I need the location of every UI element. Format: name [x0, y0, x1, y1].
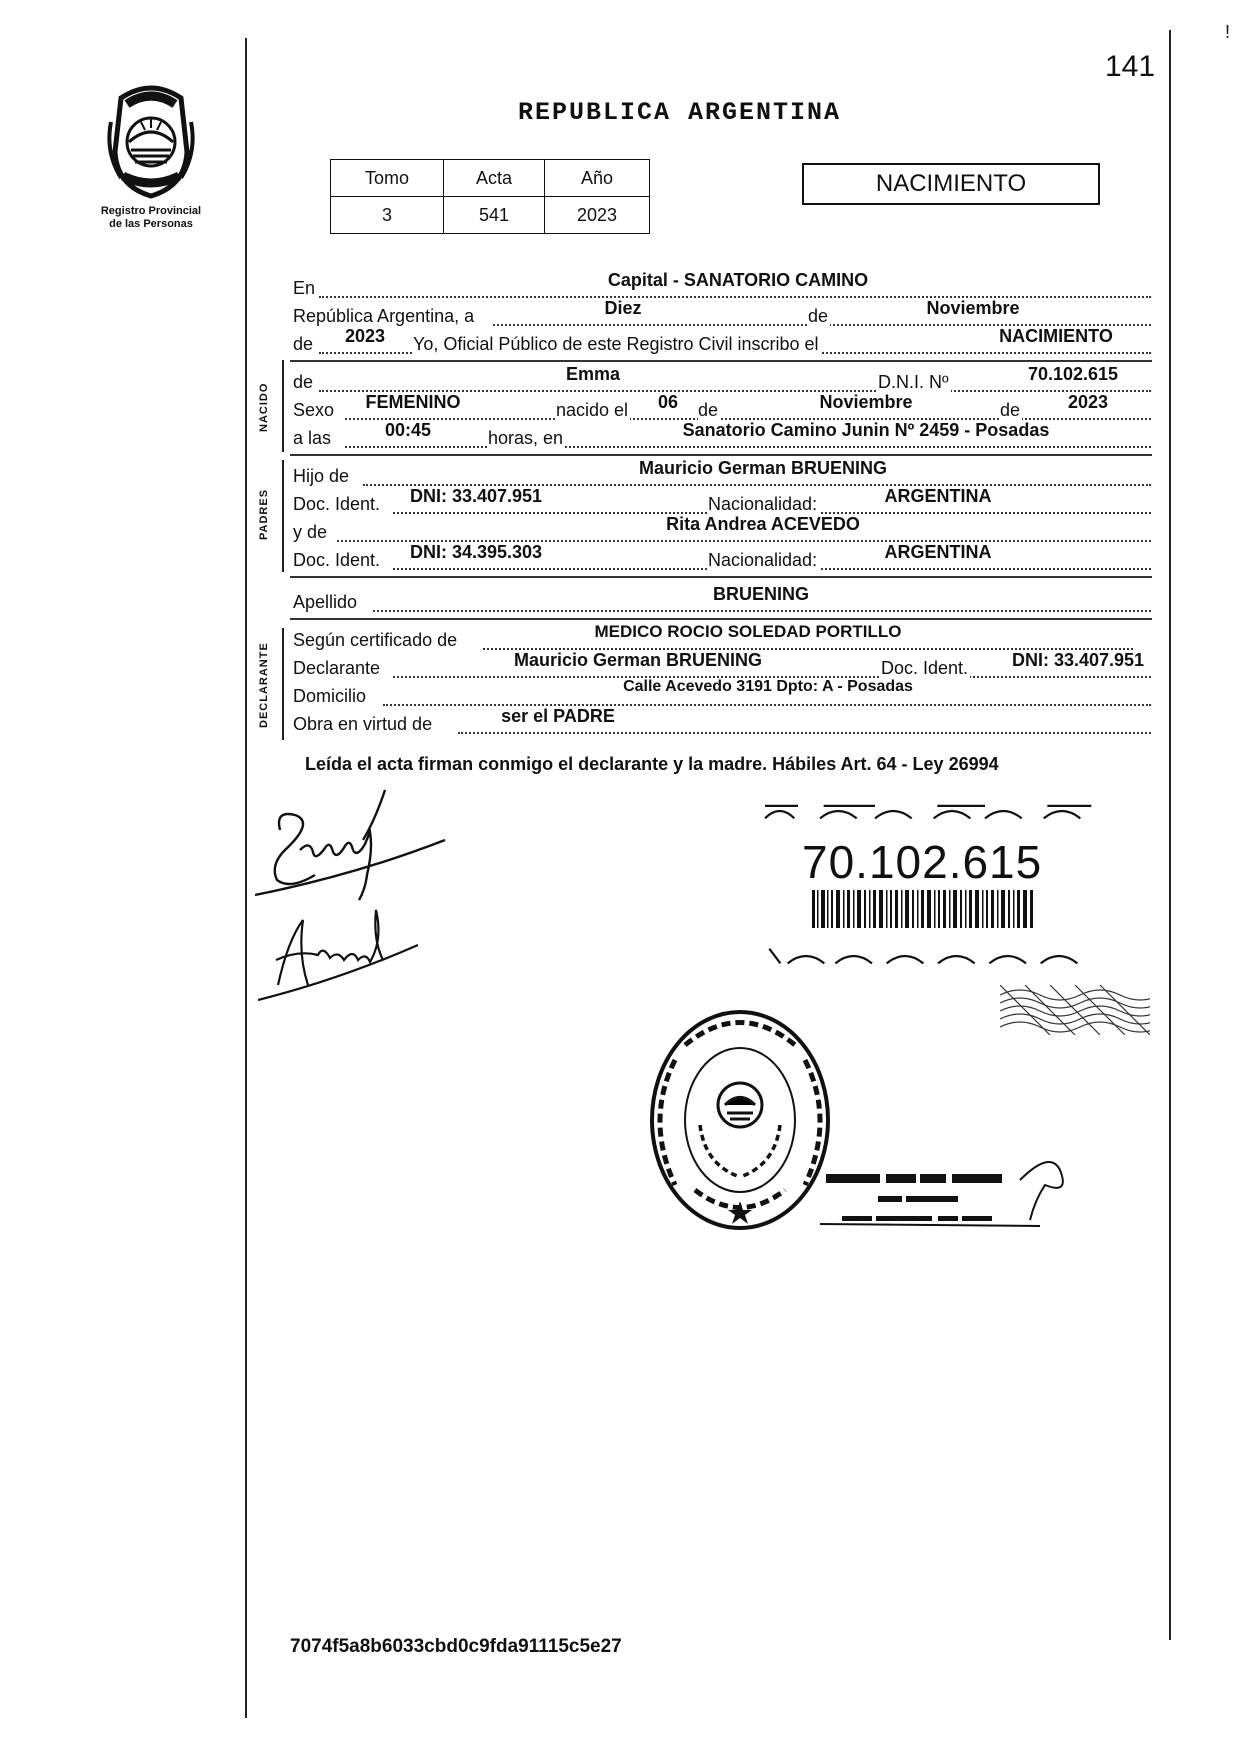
row-lugar-inscripcion [293, 270, 1151, 300]
section-label-nacido: NACIDO [258, 382, 270, 432]
inscribo-label: Yo, Oficial Público de este Registro Civil inscribo el [413, 334, 819, 354]
apellido-label: Apellido [293, 592, 358, 612]
cert-value: MEDICO ROCIO SOLEDAD PORTILLO [594, 622, 902, 641]
dni-value: 70.102.615 [1027, 364, 1119, 384]
dni-label: D.N.I. Nº [878, 372, 949, 392]
row-nombre [293, 364, 1151, 394]
en-label: En [293, 278, 316, 298]
row-doc-madre [293, 542, 1151, 572]
declarante-signature [255, 780, 455, 910]
de-label-2: de [293, 334, 314, 354]
nac2-value: ARGENTINA [884, 542, 992, 562]
section-label-padres: PADRES [258, 488, 270, 540]
declarante-label: Declarante [293, 658, 381, 678]
closing-statement: Leída el acta firman conmigo el declarante y la madre. Hábiles Art. 64 - Ley 26994 [305, 754, 999, 774]
decl-doc-value: DNI: 33.407.951 [1011, 650, 1145, 670]
tomo-header: Tomo [331, 160, 444, 197]
tomo-value: 3 [331, 197, 444, 234]
province-emblem-icon [101, 82, 201, 200]
hijo-de-label: Hijo de [293, 466, 350, 486]
obra-value: ser el PADRE [501, 706, 615, 726]
madre-signature [258, 900, 428, 1010]
sexo-label: Sexo [293, 400, 335, 420]
row-hora [293, 420, 1151, 450]
de-label-4: de [1000, 400, 1021, 420]
security-band-bottom [710, 945, 1155, 967]
hora-label: a las [293, 428, 332, 448]
row-inscripcion [293, 326, 1151, 356]
act-type-box: NACIMIENTO [802, 163, 1100, 205]
nombre-label: de [293, 372, 314, 392]
official-seal [645, 1005, 835, 1235]
acta-header: Acta [444, 160, 545, 197]
y-de-label: y de [293, 522, 328, 542]
doc2-label: Doc. Ident. [293, 550, 381, 570]
nac1-label: Nacionalidad: [708, 494, 818, 514]
row-padre [293, 458, 1151, 488]
row-doc-padre [293, 486, 1151, 516]
nacido-el-label: nacido el [556, 400, 629, 420]
separator-4 [290, 618, 1152, 620]
registry-logo [86, 82, 216, 231]
row-obra [293, 706, 1151, 736]
de-label: de [808, 306, 829, 326]
anio-value-text: 2023 [344, 326, 386, 346]
separator-2 [290, 454, 1152, 456]
domicilio-value: Calle Acevedo 3191 Dpto: A - Posadas [623, 678, 913, 695]
hologram-pattern [1000, 985, 1150, 1035]
row-declarante [293, 650, 1151, 680]
left-margin-line [245, 38, 247, 1718]
acta-value: 541 [444, 197, 545, 234]
row-domicilio [293, 678, 1151, 708]
row-fecha [293, 298, 1151, 328]
separator-1 [290, 360, 1152, 362]
official-signature-block [820, 1140, 1120, 1240]
madre-value: Rita Andrea ACEVEDO [666, 514, 860, 534]
en-value: Capital - SANATORIO CAMINO [607, 270, 869, 290]
right-margin-line [1169, 30, 1171, 1640]
padre-value: Mauricio German BRUENING [638, 458, 888, 478]
doc1-value: DNI: 33.407.951 [409, 486, 543, 506]
horas-en-label: horas, en [488, 428, 564, 448]
doc1-label: Doc. Ident. [293, 494, 381, 514]
barcode [812, 890, 1034, 928]
nombre-value: Emma [565, 364, 621, 384]
declarante-bracket [282, 628, 292, 740]
dni-large-number: 70.102.615 [802, 836, 1043, 888]
de-label-3: de [698, 400, 719, 420]
lugar-value: Sanatorio Camino Junin Nº 2459 - Posadas [682, 420, 1050, 440]
row-sexo [293, 392, 1151, 422]
page-number: 141 [1105, 50, 1156, 83]
sexo-value: FEMENINO [365, 392, 461, 412]
padres-bracket [282, 460, 292, 572]
row-madre [293, 514, 1151, 544]
dia-value: Diez [604, 298, 642, 318]
declarante-value: Mauricio German BRUENING [513, 650, 763, 670]
mes-value: Noviembre [926, 298, 1020, 318]
nacido-anio-value: 2023 [1067, 392, 1109, 412]
row-apellido [293, 584, 1151, 614]
anio-value: 2023 [545, 197, 650, 234]
logo-caption-line2: de las Personas [109, 218, 193, 230]
domicilio-label: Domicilio [293, 686, 367, 706]
nacido-bracket [282, 360, 292, 452]
separator-3 [290, 576, 1152, 578]
cert-label: Según certificado de [293, 630, 458, 650]
section-label-declarante: DECLARANTE [258, 642, 270, 728]
anio-header: Año [545, 160, 650, 197]
republica-label: República Argentina, a [293, 306, 475, 326]
doc2-value: DNI: 34.395.303 [409, 542, 543, 562]
country-title: REPUBLICA ARGENTINA [518, 98, 842, 127]
nac1-value: ARGENTINA [884, 486, 992, 506]
nac2-label: Nacionalidad: [708, 550, 818, 570]
corner-mark: ! [1225, 22, 1231, 42]
decl-doc-label: Doc. Ident. [881, 658, 969, 678]
obra-label: Obra en virtud de [293, 714, 433, 734]
acta-reference-table [330, 159, 650, 234]
row-certificado [293, 622, 1151, 652]
logo-caption-line1: Registro Provincial [100, 205, 202, 217]
inscribo-value: NACIMIENTO [999, 326, 1113, 346]
nacido-dia-value: 06 [657, 392, 679, 412]
nacido-mes-value: Noviembre [819, 392, 913, 412]
security-band-top [705, 800, 1155, 822]
hora-value: 00:45 [384, 420, 432, 440]
document-hash: 7074f5a8b6033cbd0c9fda91115c5e27 [290, 1636, 622, 1657]
apellido-value: BRUENING [712, 584, 810, 604]
